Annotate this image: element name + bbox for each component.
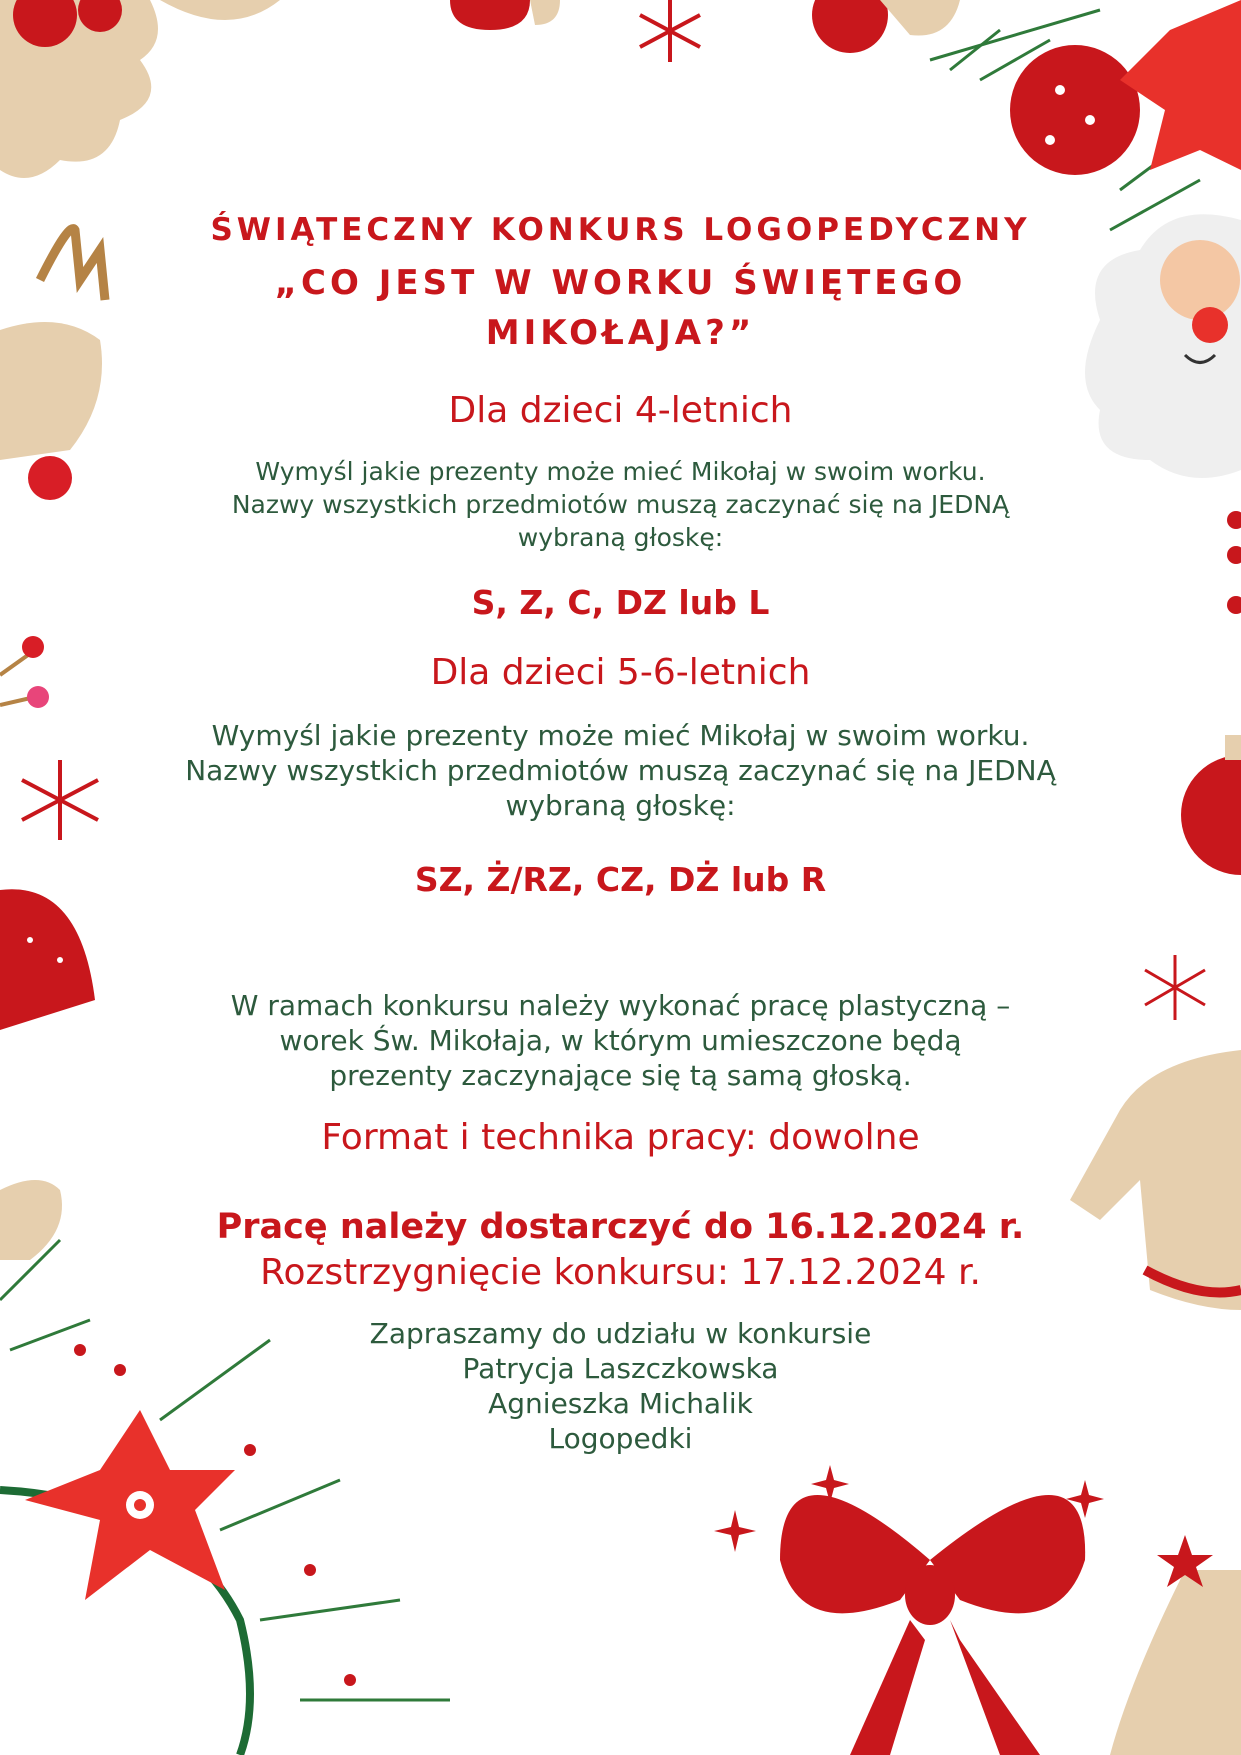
author-name-2: Agnieszka Michalik — [488, 1387, 753, 1420]
author-role: Logopedki — [548, 1422, 693, 1455]
poinsettia-icon — [1120, 0, 1241, 170]
group1-description — [150, 455, 1091, 554]
task-line2: worek Św. Mikołaja, w którym umieszczone będą — [279, 1024, 962, 1057]
group1-heading: Dla dzieci 4-letnich — [448, 390, 793, 431]
santa-face-icon — [1085, 214, 1241, 478]
page-title: ŚWIĄTECZNY KONKURS LOGOPEDYCZNY — [210, 212, 1031, 248]
ornament-icon — [450, 0, 560, 30]
snowflake-icon — [22, 760, 98, 840]
group1-line2: Nazwy wszystkich przedmiotów muszą zaczynać się na JEDNĄ — [231, 490, 1010, 519]
group2-line1: Wymyśl jakie prezenty może mieć Mikołaj w swoim worku. — [211, 719, 1030, 752]
cookie-icon — [160, 0, 280, 20]
task-line3: prezenty zaczynające się tą samą głoską. — [329, 1059, 912, 1092]
contest-name-line2: MIKOŁAJA?” — [485, 313, 756, 353]
tree-cookie-icon — [1110, 1535, 1241, 1755]
ornament-icon — [812, 0, 960, 53]
group1-sounds: S, Z, C, DZ lub L — [471, 583, 770, 622]
footer — [150, 1316, 1091, 1456]
berries-icon — [1227, 511, 1241, 614]
bow-icon — [780, 1495, 1085, 1755]
format-info: Format i technika pracy: dowolne — [321, 1117, 920, 1158]
sweater-icon — [1070, 1050, 1241, 1310]
santa-hat-icon — [0, 889, 95, 1030]
group1-line3: wybraną głoskę: — [517, 523, 724, 552]
berries-icon — [0, 636, 49, 708]
ornament-icon — [1181, 735, 1241, 875]
group2-line3: wybraną głoskę: — [505, 789, 736, 822]
group2-heading: Dla dzieci 5-6-letnich — [430, 652, 811, 693]
task-line1: W ramach konkursu należy wykonać pracę plastyczną – — [230, 989, 1011, 1022]
contest-name — [150, 258, 1091, 358]
contest-name-line1: „CO JEST W WORKU ŚWIĘTEGO — [274, 263, 967, 303]
task-description — [150, 988, 1091, 1093]
group1-line1: Wymyśl jakie prezenty może mieć Mikołaj w swoim worku. — [255, 457, 986, 486]
result-date: Rozstrzygnięcie konkursu: 17.12.2024 r. — [260, 1252, 981, 1293]
reindeer-icon — [0, 229, 105, 500]
group2-line2: Nazwy wszystkich przedmiotów muszą zaczynać się na JEDNĄ — [185, 754, 1056, 787]
invite-text: Zapraszamy do udziału w konkursie — [369, 1317, 872, 1350]
snowflake-icon — [640, 0, 700, 62]
group2-sounds: SZ, Ż/RZ, CZ, DŻ lub R — [414, 860, 827, 899]
ornament-icon — [1010, 45, 1140, 175]
holly-leaf-icon — [0, 0, 158, 178]
deadline: Pracę należy dostarczyć do 16.12.2024 r. — [216, 1207, 1025, 1247]
snowflake-icon — [1145, 955, 1205, 1020]
author-name-1: Patrycja Laszczkowska — [462, 1352, 779, 1385]
group2-description — [150, 718, 1091, 823]
